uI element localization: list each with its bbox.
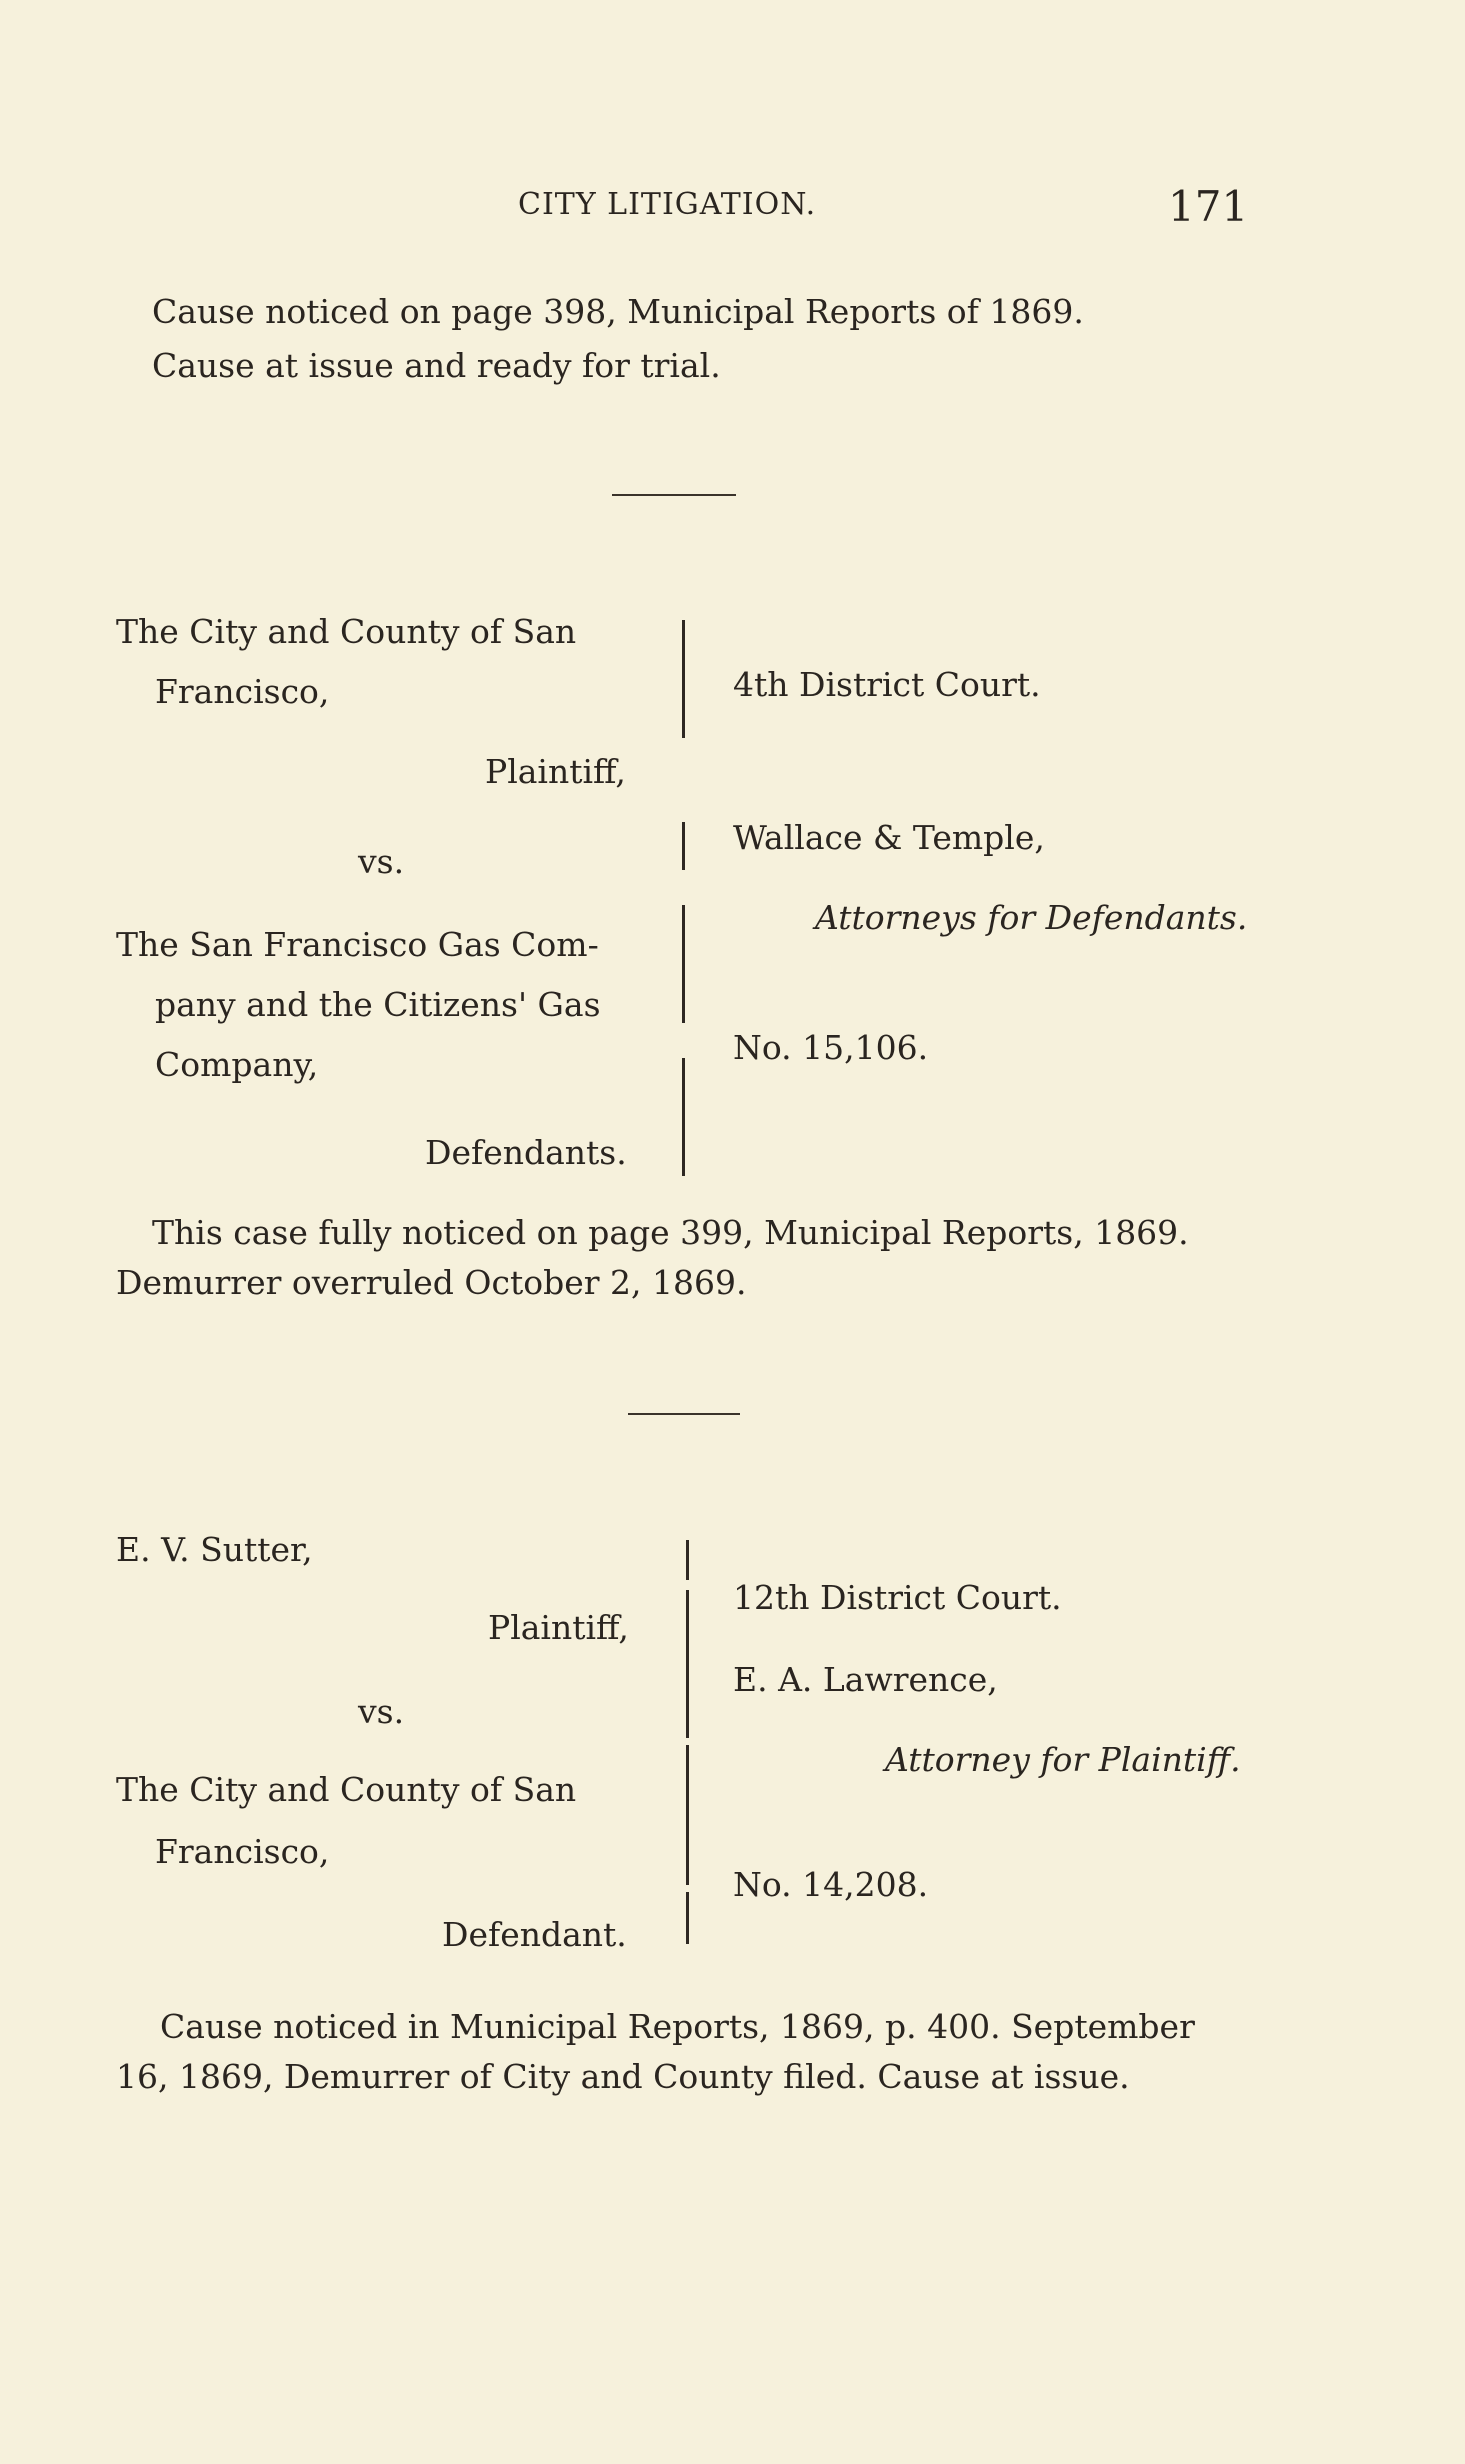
- case-2-plaintiff-role: Plaintiff,: [488, 1608, 629, 1647]
- section-divider-2: [628, 1413, 740, 1415]
- case-1-defendant-line-2: pany and the Citizens' Gas: [155, 985, 601, 1024]
- case-1-attorneys-role: Attorneys for Defendants.: [815, 898, 1248, 937]
- case-2-bracket-top: [686, 1540, 689, 1580]
- case-2-versus: vs.: [358, 1692, 405, 1731]
- top-note-line-2: Cause at issue and ready for trial.: [152, 346, 721, 385]
- case-1-bracket-lower: [682, 1058, 685, 1176]
- case-1-plaintiff-line-1: The City and County of San: [116, 612, 577, 651]
- case-1-versus: vs.: [358, 842, 405, 881]
- case-2-number: No. 14,208.: [733, 1865, 929, 1904]
- case-2-plaintiff-line-1: E. V. Sutter,: [116, 1530, 313, 1569]
- case-1-defendant-line-1: The San Francisco Gas Com-: [116, 925, 599, 964]
- case-1-note-line-1: This case fully noticed on page 399, Municipal Reports, 1869.: [152, 1213, 1189, 1252]
- case-2-bracket-upper: [686, 1590, 689, 1738]
- running-head: CITY LITIGATION.: [518, 187, 817, 222]
- case-1-defendant-role: Defendants.: [425, 1133, 627, 1172]
- case-2-court: 12th District Court.: [733, 1578, 1062, 1617]
- top-note-line-1: Cause noticed on page 398, Municipal Reports of 1869.: [152, 292, 1084, 331]
- case-1-bracket-middle-bottom: [682, 905, 685, 1023]
- case-2-note-line-1: Cause noticed in Municipal Reports, 1869, p. 400. September: [160, 2007, 1195, 2046]
- case-2-defendant-line-1: The City and County of San: [116, 1770, 577, 1809]
- section-divider-1: [612, 494, 736, 496]
- case-1-plaintiff-line-2: Francisco,: [155, 672, 330, 711]
- case-2-note-line-2: 16, 1869, Demurrer of City and County filed. Cause at issue.: [116, 2057, 1130, 2096]
- case-1-court: 4th District Court.: [733, 665, 1041, 704]
- case-2-attorneys: E. A. Lawrence,: [733, 1660, 998, 1699]
- case-1-number: No. 15,106.: [733, 1028, 929, 1067]
- case-1-defendant-line-3: Company,: [155, 1045, 319, 1084]
- case-2-defendant-role: Defendant.: [442, 1915, 627, 1954]
- case-1-bracket-upper: [682, 620, 685, 738]
- case-2-bracket-bottom: [686, 1892, 689, 1944]
- case-1-bracket-middle-top: [682, 822, 685, 870]
- case-1-plaintiff-role: Plaintiff,: [485, 752, 626, 791]
- case-2-defendant-line-2: Francisco,: [155, 1832, 330, 1871]
- case-1-note-line-2: Demurrer overruled October 2, 1869.: [116, 1263, 747, 1302]
- case-2-attorneys-role: Attorney for Plaintiff.: [885, 1740, 1241, 1779]
- case-1-attorneys: Wallace & Temple,: [733, 818, 1045, 857]
- case-2-bracket-lower: [686, 1745, 689, 1885]
- page-number: 171: [1168, 182, 1249, 231]
